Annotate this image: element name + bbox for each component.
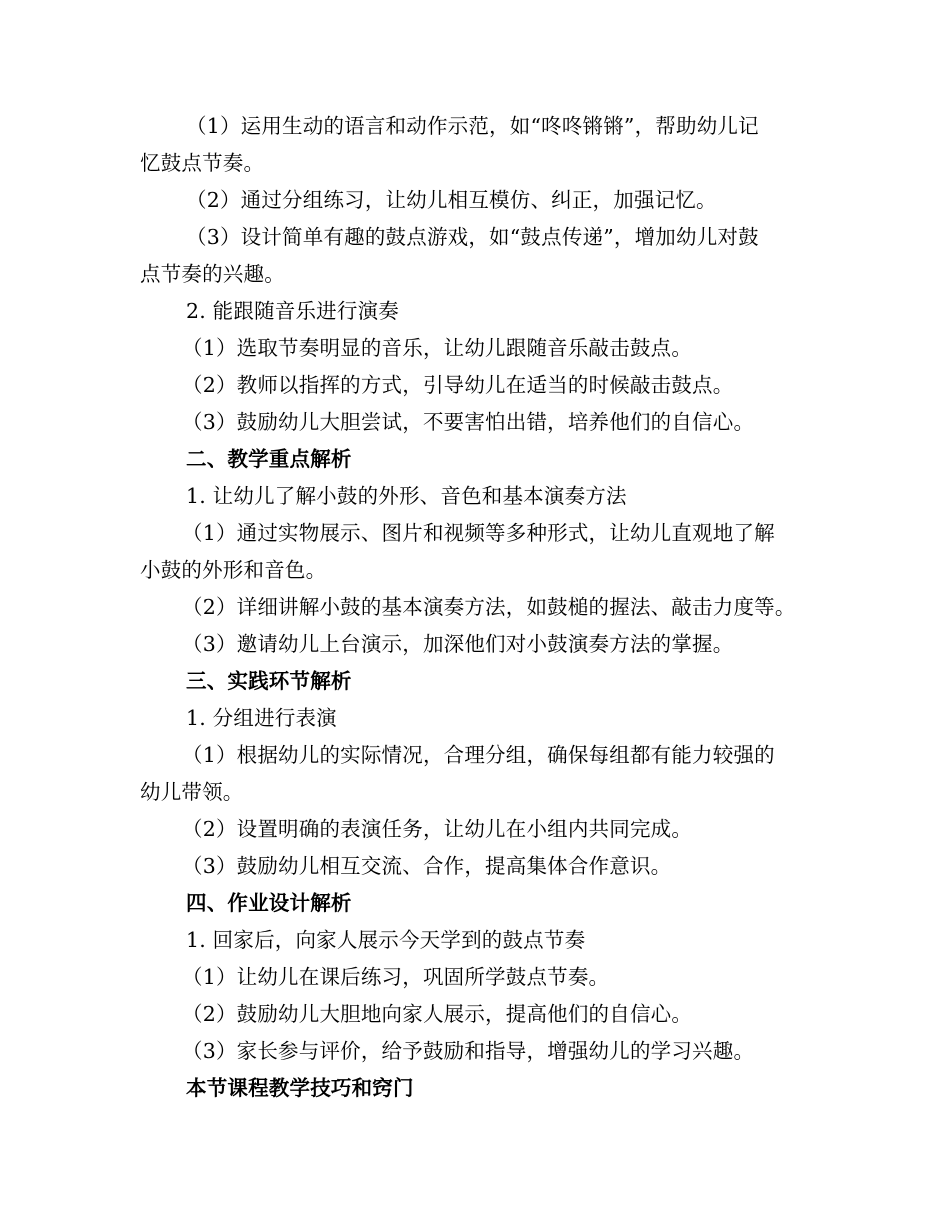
paragraph-line: （1）根据幼儿的实际情况，合理分组，确保每组都有能力较强的 bbox=[182, 743, 775, 767]
paragraph-line: （3）设计简单有趣的鼓点游戏，如“鼓点传递”，增加幼儿对鼓 bbox=[186, 225, 759, 249]
paragraph-line: （1）让幼儿在课后练习，巩固所学鼓点节奏。 bbox=[182, 965, 610, 989]
subheading-line: 1. 分组进行表演 bbox=[186, 706, 337, 730]
paragraph-line: （2）设置明确的表演任务，让幼儿在小组内共同完成。 bbox=[182, 817, 693, 841]
section-heading: 本节课程教学技巧和窍门 bbox=[186, 1076, 414, 1100]
paragraph-line: 小鼓的外形和音色。 bbox=[140, 558, 327, 582]
paragraph-line: （3）鼓励幼儿大胆尝试，不要害怕出错，培养他们的自信心。 bbox=[182, 410, 755, 434]
paragraph-line: 幼儿带领。 bbox=[140, 780, 244, 804]
subheading-line: 1. 回家后，向家人展示今天学到的鼓点节奏 bbox=[186, 928, 586, 952]
paragraph-line: 点节奏的兴趣。 bbox=[140, 262, 285, 286]
paragraph-line: （2）教师以指挥的方式，引导幼儿在适当的时候敲击鼓点。 bbox=[182, 373, 734, 397]
document-body bbox=[140, 108, 820, 1107]
paragraph-line: （2）详细讲解小鼓的基本演奏方法，如鼓槌的握法、敲击力度等。 bbox=[182, 595, 796, 619]
paragraph-line: （3）邀请幼儿上台演示，加深他们对小鼓演奏方法的掌握。 bbox=[182, 632, 734, 656]
paragraph-line: （3）家长参与评价，给予鼓励和指导，增强幼儿的学习兴趣。 bbox=[182, 1039, 755, 1063]
paragraph-line: （3）鼓励幼儿相互交流、合作，提高集体合作意识。 bbox=[182, 854, 672, 878]
paragraph-line: （1）通过实物展示、图片和视频等多种形式，让幼儿直观地了解 bbox=[182, 521, 775, 545]
section-heading: 三、实践环节解析 bbox=[186, 669, 352, 693]
paragraph-line: （2）通过分组练习，让幼儿相互模仿、纠正，加强记忆。 bbox=[186, 188, 717, 212]
paragraph-line: 忆鼓点节奏。 bbox=[140, 151, 265, 175]
section-heading: 二、教学重点解析 bbox=[186, 447, 352, 471]
subheading-line: 2. 能跟随音乐进行演奏 bbox=[186, 299, 399, 323]
section-heading: 四、作业设计解析 bbox=[186, 891, 352, 915]
paragraph-line: （1）运用生动的语言和动作示范，如“咚咚锵锵”，帮助幼儿记 bbox=[186, 114, 759, 138]
paragraph-line: （1）选取节奏明显的音乐，让幼儿跟随音乐敲击鼓点。 bbox=[182, 336, 693, 360]
subheading-line: 1. 让幼儿了解小鼓的外形、音色和基本演奏方法 bbox=[186, 484, 627, 508]
paragraph-line: （2）鼓励幼儿大胆地向家人展示，提高他们的自信心。 bbox=[182, 1002, 693, 1026]
